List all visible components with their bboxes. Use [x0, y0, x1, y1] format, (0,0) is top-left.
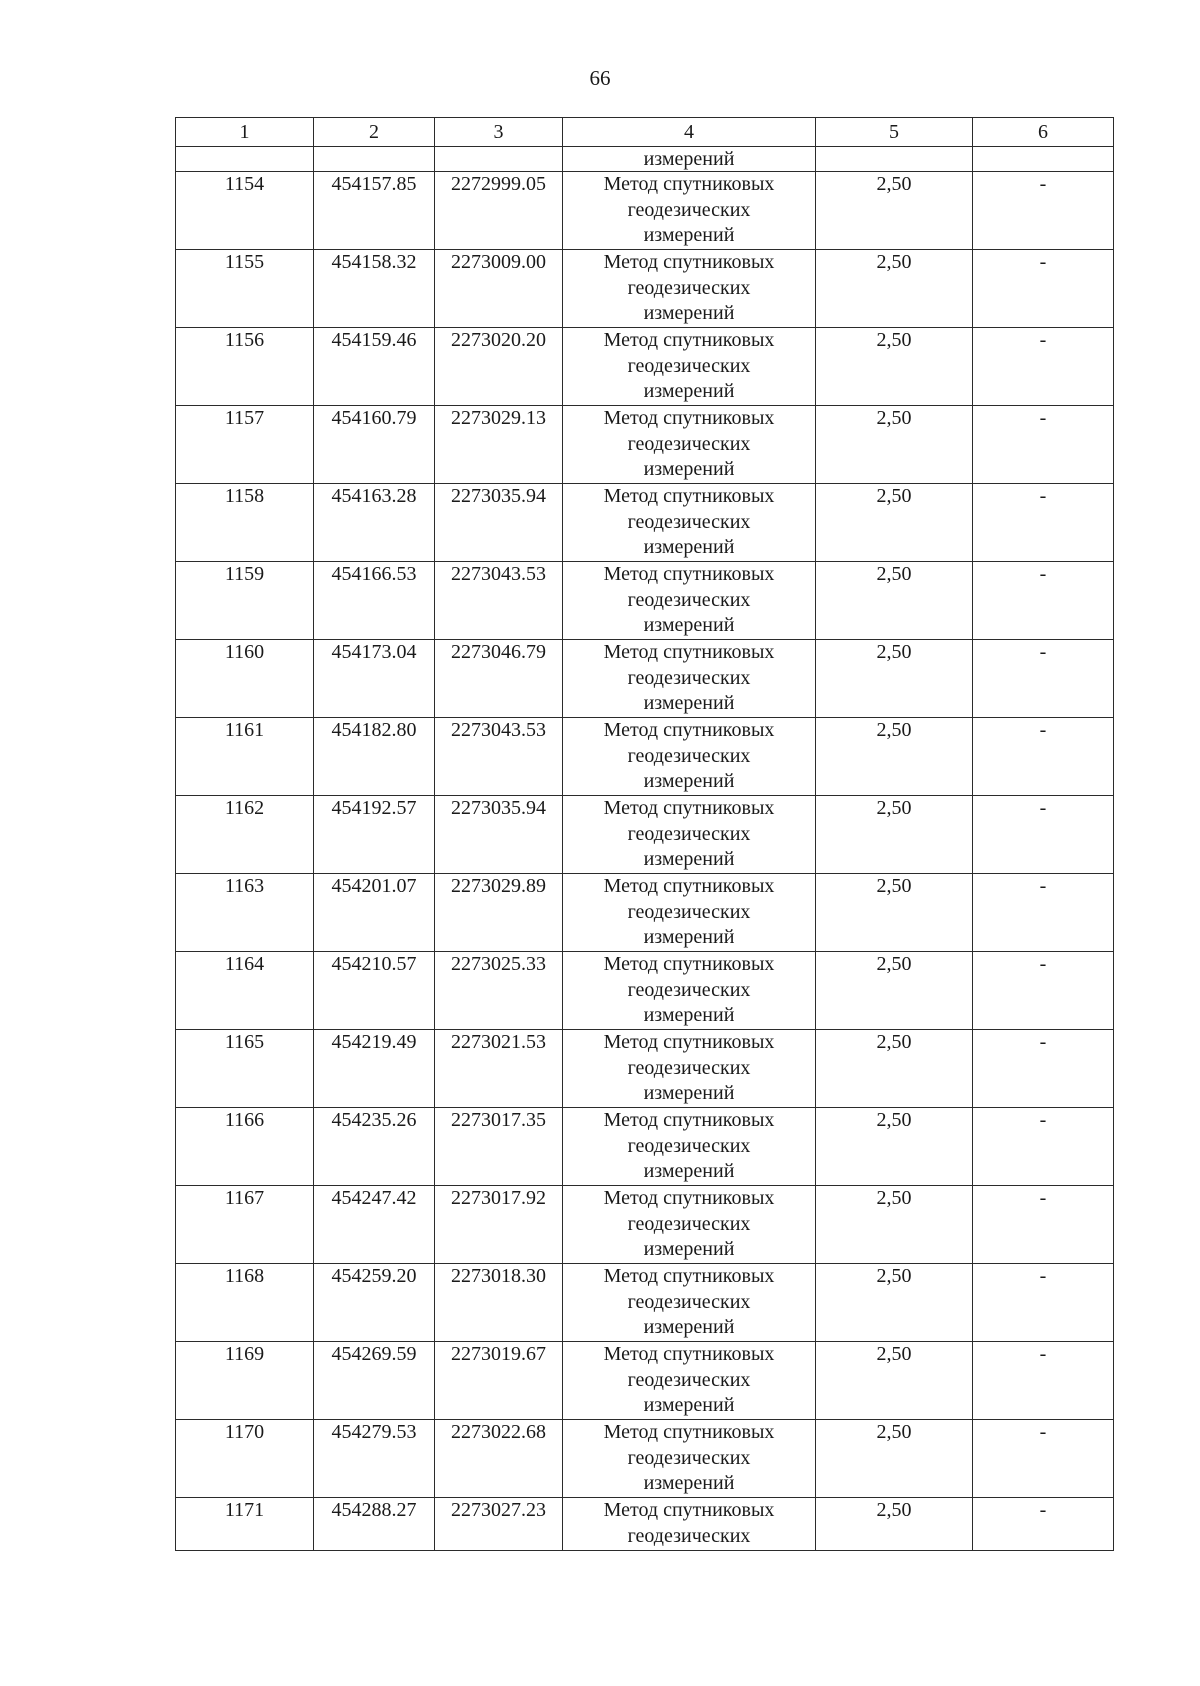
method-line: геодезических — [627, 588, 751, 611]
cell-method — [563, 640, 816, 718]
method-line: Метод спутниковых — [603, 1265, 775, 1287]
method-text — [567, 640, 811, 717]
cell-y: 2273029.89 — [435, 874, 563, 952]
table-row — [176, 1186, 1114, 1264]
method-line: измерений — [643, 1472, 735, 1494]
method-line: геодезических — [627, 510, 751, 533]
cell-id: 1160 — [176, 640, 314, 718]
cell-method — [563, 328, 816, 406]
cell-accuracy: 2,50 — [816, 640, 973, 718]
table-row — [176, 1420, 1114, 1498]
cell-note: - — [973, 1186, 1114, 1264]
cell-note: - — [973, 406, 1114, 484]
table-row — [176, 406, 1114, 484]
method-line: измерений — [643, 380, 735, 402]
table-row — [176, 172, 1114, 250]
column-header-3: 3 — [435, 118, 563, 147]
method-line: измерений — [643, 848, 735, 870]
cell-id: 1156 — [176, 328, 314, 406]
cell-x: 454247.42 — [314, 1186, 435, 1264]
cell-x: 454163.28 — [314, 484, 435, 562]
cell-accuracy: 2,50 — [816, 1186, 973, 1264]
cell-y: 2273017.92 — [435, 1186, 563, 1264]
cell-method — [563, 484, 816, 562]
cell-accuracy: 2,50 — [816, 1498, 973, 1551]
table-header-row — [176, 118, 1114, 147]
cell-y: 2273017.35 — [435, 1108, 563, 1186]
cell-y: 2273029.13 — [435, 406, 563, 484]
cell-y: 2273027.23 — [435, 1498, 563, 1551]
method-line: измерений — [643, 1160, 735, 1182]
method-text — [567, 1108, 811, 1185]
method-line: геодезических — [627, 1290, 751, 1313]
method-text — [567, 1498, 811, 1549]
cell-y: 2273035.94 — [435, 796, 563, 874]
cell-note — [973, 147, 1114, 172]
cell-x: 454159.46 — [314, 328, 435, 406]
cell-accuracy: 2,50 — [816, 1108, 973, 1186]
cell-note: - — [973, 1420, 1114, 1498]
method-line: Метод спутниковых — [603, 407, 775, 429]
method-line: Метод спутниковых — [603, 875, 775, 897]
method-line: геодезических — [627, 432, 751, 455]
cell-method — [563, 1264, 816, 1342]
cell-note: - — [973, 1030, 1114, 1108]
cell-x: 454288.27 — [314, 1498, 435, 1551]
cell-id — [176, 147, 314, 172]
cell-id: 1168 — [176, 1264, 314, 1342]
cell-method: измерений — [563, 147, 816, 172]
cell-id: 1154 — [176, 172, 314, 250]
method-line: геодезических — [627, 1134, 751, 1157]
cell-note: - — [973, 172, 1114, 250]
cell-accuracy: 2,50 — [816, 874, 973, 952]
cell-y: 2273020.20 — [435, 328, 563, 406]
method-line: геодезических — [627, 1212, 751, 1235]
table-row — [176, 640, 1114, 718]
method-text — [567, 562, 811, 639]
method-line: измерений — [643, 1316, 735, 1338]
method-line: измерений — [643, 1238, 735, 1260]
cell-method — [563, 562, 816, 640]
method-line: геодезических — [627, 354, 751, 377]
method-text — [567, 328, 811, 405]
method-line: измерений — [643, 224, 735, 246]
method-text — [567, 796, 811, 873]
column-header-4: 4 — [563, 118, 816, 147]
cell-accuracy: 2,50 — [816, 1420, 973, 1498]
cell-accuracy: 2,50 — [816, 1342, 973, 1420]
coordinates-table — [175, 117, 1114, 1551]
method-line: Метод спутниковых — [603, 1187, 775, 1209]
table-row — [176, 250, 1114, 328]
method-line: Метод спутниковых — [603, 1421, 775, 1443]
cell-x — [314, 147, 435, 172]
table-row — [176, 562, 1114, 640]
method-line: измерений — [643, 458, 735, 480]
cell-accuracy: 2,50 — [816, 172, 973, 250]
method-line: измерений — [643, 1082, 735, 1104]
cell-method — [563, 1498, 816, 1551]
method-line: Метод спутниковых — [603, 1031, 775, 1053]
method-text — [567, 1342, 811, 1419]
table-row — [176, 796, 1114, 874]
column-header-1: 1 — [176, 118, 314, 147]
method-line: геодезических — [627, 276, 751, 299]
cell-note: - — [973, 1342, 1114, 1420]
cell-y — [435, 147, 563, 172]
cell-note: - — [973, 796, 1114, 874]
cell-note: - — [973, 718, 1114, 796]
method-line: измерений — [643, 302, 735, 324]
method-text — [567, 1186, 811, 1263]
method-line: геодезических — [627, 978, 751, 1001]
cell-y: 2273043.53 — [435, 718, 563, 796]
cell-id: 1163 — [176, 874, 314, 952]
cell-note: - — [973, 1264, 1114, 1342]
cell-id: 1171 — [176, 1498, 314, 1551]
cell-accuracy: 2,50 — [816, 562, 973, 640]
method-line: измерений — [643, 614, 735, 636]
cell-y: 2273022.68 — [435, 1420, 563, 1498]
cell-method — [563, 1030, 816, 1108]
cell-note: - — [973, 562, 1114, 640]
method-line: геодезических — [627, 822, 751, 845]
method-text — [567, 1264, 811, 1341]
method-line: геодезических — [627, 900, 751, 923]
cell-id: 1159 — [176, 562, 314, 640]
cell-id: 1169 — [176, 1342, 314, 1420]
method-line: измерений — [643, 1004, 735, 1026]
cell-method — [563, 874, 816, 952]
table-row — [176, 1498, 1114, 1551]
method-line: геодезических — [627, 198, 751, 221]
cell-method — [563, 172, 816, 250]
cell-y: 2272999.05 — [435, 172, 563, 250]
column-header-6: 6 — [973, 118, 1114, 147]
method-text — [567, 718, 811, 795]
method-text — [567, 952, 811, 1029]
cell-id: 1166 — [176, 1108, 314, 1186]
cell-id: 1164 — [176, 952, 314, 1030]
cell-method — [563, 718, 816, 796]
cell-accuracy — [816, 147, 973, 172]
method-line: геодезических — [627, 1524, 751, 1547]
method-line: Метод спутниковых — [603, 173, 775, 195]
page-number: 66 — [589, 66, 611, 90]
cell-method — [563, 250, 816, 328]
method-line: Метод спутниковых — [603, 1109, 775, 1131]
cell-x: 454235.26 — [314, 1108, 435, 1186]
table-row — [176, 718, 1114, 796]
method-text — [567, 250, 811, 327]
cell-id: 1158 — [176, 484, 314, 562]
cell-accuracy: 2,50 — [816, 1264, 973, 1342]
method-line: Метод спутниковых — [603, 563, 775, 585]
cell-id: 1157 — [176, 406, 314, 484]
method-line: измерений — [643, 536, 735, 558]
cell-x: 454182.80 — [314, 718, 435, 796]
cell-note: - — [973, 874, 1114, 952]
cell-method — [563, 406, 816, 484]
method-line: Метод спутниковых — [603, 485, 775, 507]
method-line: измерений — [643, 692, 735, 714]
method-line: Метод спутниковых — [603, 329, 775, 351]
cell-x: 454259.20 — [314, 1264, 435, 1342]
method-text — [567, 172, 811, 249]
method-line: Метод спутниковых — [603, 953, 775, 975]
table-row — [176, 484, 1114, 562]
cell-note: - — [973, 484, 1114, 562]
method-text — [567, 1420, 811, 1497]
cell-x: 454219.49 — [314, 1030, 435, 1108]
method-line: измерений — [643, 926, 735, 948]
cell-y: 2273018.30 — [435, 1264, 563, 1342]
cell-accuracy: 2,50 — [816, 406, 973, 484]
cell-y: 2273035.94 — [435, 484, 563, 562]
cell-method — [563, 1342, 816, 1420]
cell-note: - — [973, 1498, 1114, 1551]
cell-x: 454166.53 — [314, 562, 435, 640]
column-header-2: 2 — [314, 118, 435, 147]
cell-id: 1167 — [176, 1186, 314, 1264]
cell-accuracy: 2,50 — [816, 1030, 973, 1108]
cell-note: - — [973, 1108, 1114, 1186]
table-row — [176, 952, 1114, 1030]
cell-id: 1162 — [176, 796, 314, 874]
continuation-row — [176, 147, 1114, 172]
method-text — [567, 874, 811, 951]
method-line: геодезических — [627, 744, 751, 767]
cell-method — [563, 1108, 816, 1186]
column-header-5: 5 — [816, 118, 973, 147]
cell-x: 454201.07 — [314, 874, 435, 952]
cell-method — [563, 952, 816, 1030]
cell-note: - — [973, 328, 1114, 406]
cell-x: 454269.59 — [314, 1342, 435, 1420]
cell-x: 454157.85 — [314, 172, 435, 250]
method-line: геодезических — [627, 1446, 751, 1469]
cell-x: 454158.32 — [314, 250, 435, 328]
method-text — [567, 484, 811, 561]
cell-note: - — [973, 250, 1114, 328]
method-line: Метод спутниковых — [603, 719, 775, 741]
method-text — [567, 1030, 811, 1107]
method-line: Метод спутниковых — [603, 1499, 775, 1521]
cell-x: 454279.53 — [314, 1420, 435, 1498]
method-line: Метод спутниковых — [603, 251, 775, 273]
cell-method — [563, 1420, 816, 1498]
cell-y: 2273046.79 — [435, 640, 563, 718]
table-row — [176, 874, 1114, 952]
cell-x: 454173.04 — [314, 640, 435, 718]
cell-y: 2273009.00 — [435, 250, 563, 328]
table-row — [176, 1342, 1114, 1420]
method-line: Метод спутниковых — [603, 1343, 775, 1365]
method-line: измерений — [643, 1394, 735, 1416]
cell-id: 1170 — [176, 1420, 314, 1498]
cell-note: - — [973, 952, 1114, 1030]
cell-y: 2273019.67 — [435, 1342, 563, 1420]
table-row — [176, 328, 1114, 406]
cell-accuracy: 2,50 — [816, 484, 973, 562]
cell-id: 1161 — [176, 718, 314, 796]
cell-id: 1165 — [176, 1030, 314, 1108]
cell-x: 454210.57 — [314, 952, 435, 1030]
cell-y: 2273043.53 — [435, 562, 563, 640]
method-line: геодезических — [627, 1056, 751, 1079]
cell-accuracy: 2,50 — [816, 250, 973, 328]
method-text — [567, 406, 811, 483]
table-row — [176, 1264, 1114, 1342]
cell-method — [563, 1186, 816, 1264]
cell-x: 454160.79 — [314, 406, 435, 484]
table-row — [176, 1108, 1114, 1186]
method-line: геодезических — [627, 1368, 751, 1391]
cell-x: 454192.57 — [314, 796, 435, 874]
cell-accuracy: 2,50 — [816, 328, 973, 406]
method-line: Метод спутниковых — [603, 641, 775, 663]
cell-accuracy: 2,50 — [816, 718, 973, 796]
method-line: Метод спутниковых — [603, 797, 775, 819]
cell-y: 2273021.53 — [435, 1030, 563, 1108]
cell-y: 2273025.33 — [435, 952, 563, 1030]
cell-accuracy: 2,50 — [816, 796, 973, 874]
cell-accuracy: 2,50 — [816, 952, 973, 1030]
cell-id: 1155 — [176, 250, 314, 328]
cell-method — [563, 796, 816, 874]
table-row — [176, 1030, 1114, 1108]
cell-note: - — [973, 640, 1114, 718]
method-line: геодезических — [627, 666, 751, 689]
method-line: измерений — [643, 770, 735, 792]
